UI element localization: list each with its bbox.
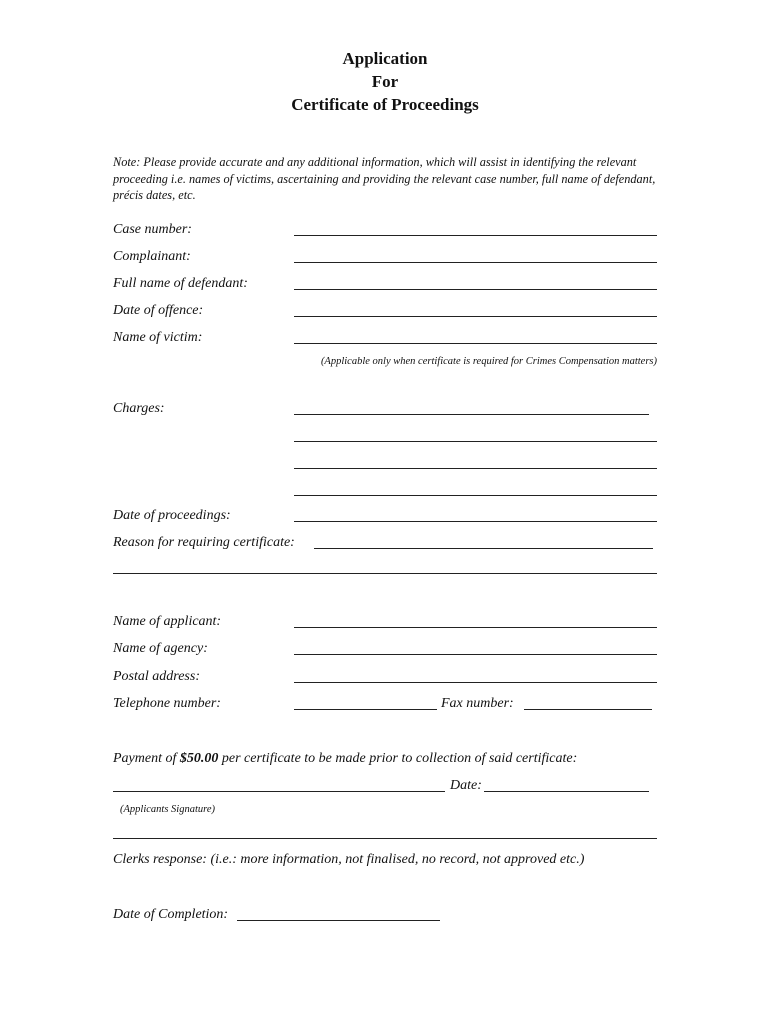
signature-field[interactable] [113,791,445,792]
victim-field[interactable] [294,343,657,344]
applicant-field[interactable] [294,627,657,628]
payment-prefix: Payment of [113,751,180,766]
title-line-for: For [371,72,399,91]
fax-label: Fax number: [441,696,514,711]
section-divider [113,838,657,839]
defendant-field[interactable] [294,289,657,290]
victim-note: (Applicable only when certificate is required for Crimes Compensation matters) [320,356,657,367]
charges-label: Charges: [113,401,165,416]
reason-field-line-1[interactable] [314,548,653,549]
charges-field-line-1[interactable] [294,414,649,415]
title-line-application: Application [342,49,428,68]
charges-field-line-3[interactable] [294,468,657,469]
date-offence-field[interactable] [294,316,657,317]
complainant-label: Complainant: [113,249,191,264]
telephone-label: Telephone number: [113,696,221,711]
title-line-certificate: Certificate of Proceedings [291,95,479,114]
reason-field-line-2[interactable] [113,573,657,574]
instruction-note: Note: Please provide accurate and any additional information, which will assist in identifying the relevant proceeding i.e. names of victims, ascertaining and providing the relevant case number, full name of defendant, précis dates, etc. [113,155,656,202]
signature-date-field[interactable] [484,791,649,792]
date-label: Date: [450,778,482,793]
applicant-label: Name of applicant: [113,614,222,629]
fax-field[interactable] [524,709,652,710]
date-completion-label: Date of Completion: [113,907,229,922]
date-offence-label: Date of offence: [113,303,204,318]
charges-field-line-4[interactable] [294,495,657,496]
payment-amount: $50.00 [179,751,219,766]
reason-label: Reason for requiring certificate: [113,535,295,550]
date-completion-field[interactable] [237,920,440,921]
charges-field-line-2[interactable] [294,441,657,442]
telephone-field[interactable] [294,709,437,710]
agency-label: Name of agency: [113,641,208,656]
postal-label: Postal address: [113,669,200,684]
postal-field[interactable] [294,682,657,683]
agency-field[interactable] [294,654,657,655]
payment-suffix: per certificate to be made prior to collection of said certificate: [218,751,578,766]
case-number-label: Case number: [113,222,192,237]
defendant-label: Full name of defendant: [113,276,248,291]
case-number-field[interactable] [294,235,657,236]
victim-label: Name of victim: [113,330,203,345]
clerks-response-label: Clerks response: (i.e.: more information, not finalised, no record, not approved etc.) [113,852,585,867]
complainant-field[interactable] [294,262,657,263]
payment-statement [113,751,577,767]
date-proceedings-field[interactable] [294,521,657,522]
signature-caption: (Applicants Signature) [120,804,215,815]
date-proceedings-label: Date of proceedings: [113,508,231,523]
